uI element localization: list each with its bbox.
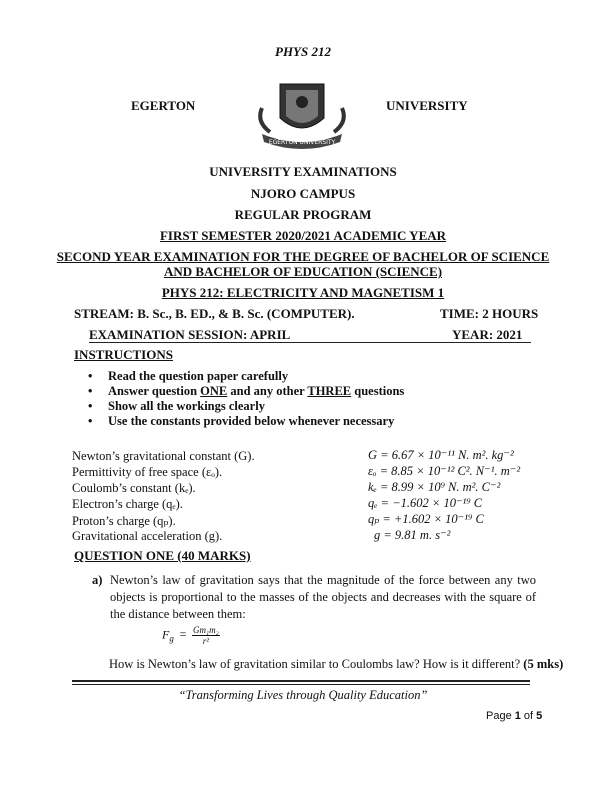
formula: [162, 625, 220, 646]
footer-rule-top: [72, 680, 530, 682]
footer-rule-bottom: [72, 684, 530, 685]
title-degree-line2: AND BACHELOR OF EDUCATION (SCIENCE): [163, 264, 443, 279]
formula-lhs: F: [162, 627, 170, 642]
part-a-question: How is Newton’s law of gravitation similar to Coulombs law? How is it different? (5 mks): [109, 657, 564, 671]
constant-value-qe: qₑ = −1.602 × 10⁻¹⁹ C: [368, 496, 483, 510]
formula-eq: =: [178, 627, 187, 642]
constant-value-g: G = 6.67 × 10⁻¹¹ N. m². kg⁻²: [368, 448, 514, 462]
university-crest-logo: [252, 78, 352, 150]
constant-label-eps: Permittivity of free space (εₒ).: [72, 465, 223, 479]
constant-label-qp: Proton’s charge (qₚ).: [72, 514, 176, 528]
course-code: PHYS 212: [275, 44, 331, 59]
instruction-item-4: • Use the constants provided below whenever necessary: [108, 414, 394, 429]
title-semester: FIRST SEMESTER 2020/2021 ACADEMIC YEAR: [159, 228, 447, 243]
year-label: YEAR: 2021: [452, 327, 523, 342]
title-campus: NJORO CAMPUS: [250, 186, 356, 201]
stream-label: STREAM: B. Sc., B. ED., & B. Sc. (COMPUTER).: [74, 306, 355, 321]
formula-numerator: Gm₁m₂: [192, 625, 219, 635]
instruction-item-3: • Show all the workings clearly: [108, 399, 265, 414]
constant-label-g: Newton’s gravitational constant (G).: [72, 449, 255, 463]
instructions-heading: INSTRUCTIONS: [74, 347, 173, 362]
session-underline: [89, 342, 531, 343]
formula-denominator: r²: [202, 636, 209, 646]
constant-label-ke: Coulomb’s constant (kₑ).: [72, 481, 196, 495]
header-egerton: EGERTON: [131, 98, 196, 113]
constant-value-qp: qₚ = +1.602 × 10⁻¹⁹ C: [368, 512, 484, 526]
title-degree-line1: SECOND YEAR EXAMINATION FOR THE DEGREE OF BACHELOR OF SCIENCE: [56, 249, 550, 264]
formula-sub: g: [169, 633, 174, 644]
crest-motto: EGERTON UNIVERSITY: [268, 139, 336, 146]
formula-fraction: [192, 625, 220, 646]
constant-value-grav-accel: g = 9.81 m. s⁻²: [374, 528, 451, 542]
part-a-label: a): [92, 573, 103, 587]
title-exams: UNIVERSITY EXAMINATIONS: [209, 164, 397, 179]
constant-label-qe: Electron’s charge (qₑ).: [72, 497, 183, 511]
footer-motto: “Transforming Lives through Quality Education”: [178, 688, 428, 702]
instruction-item-2: • Answer question ONE and any other THREE questions: [108, 384, 404, 399]
constant-value-eps: εₒ = 8.85 × 10⁻¹² C². N⁻¹. m⁻²: [368, 464, 521, 478]
page-number: Page 1 of 5: [486, 710, 543, 722]
session-label: EXAMINATION SESSION: APRIL: [89, 327, 291, 342]
time-label: TIME: 2 HOURS: [440, 306, 539, 321]
title-course: PHYS 212: ELECTRICITY AND MAGNETISM 1: [161, 285, 445, 300]
part-a-marks: (5 mks): [523, 657, 564, 671]
header-university: UNIVERSITY: [386, 98, 468, 113]
part-a-text: Newton’s law of gravitation says that the magnitude of the force between any two objects is proportional to the masses of the objects and decreases with the square of the distance between them:: [110, 573, 536, 621]
constant-label-grav-accel: Gravitational acceleration (g).: [72, 529, 223, 543]
constant-value-ke: kₑ = 8.99 × 10⁹ N. m². C⁻²: [368, 480, 501, 494]
instruction-item-1: • Read the question paper carefully: [108, 369, 288, 384]
title-program: REGULAR PROGRAM: [234, 207, 372, 222]
question-one-heading: QUESTION ONE (40 MARKS): [74, 548, 251, 563]
